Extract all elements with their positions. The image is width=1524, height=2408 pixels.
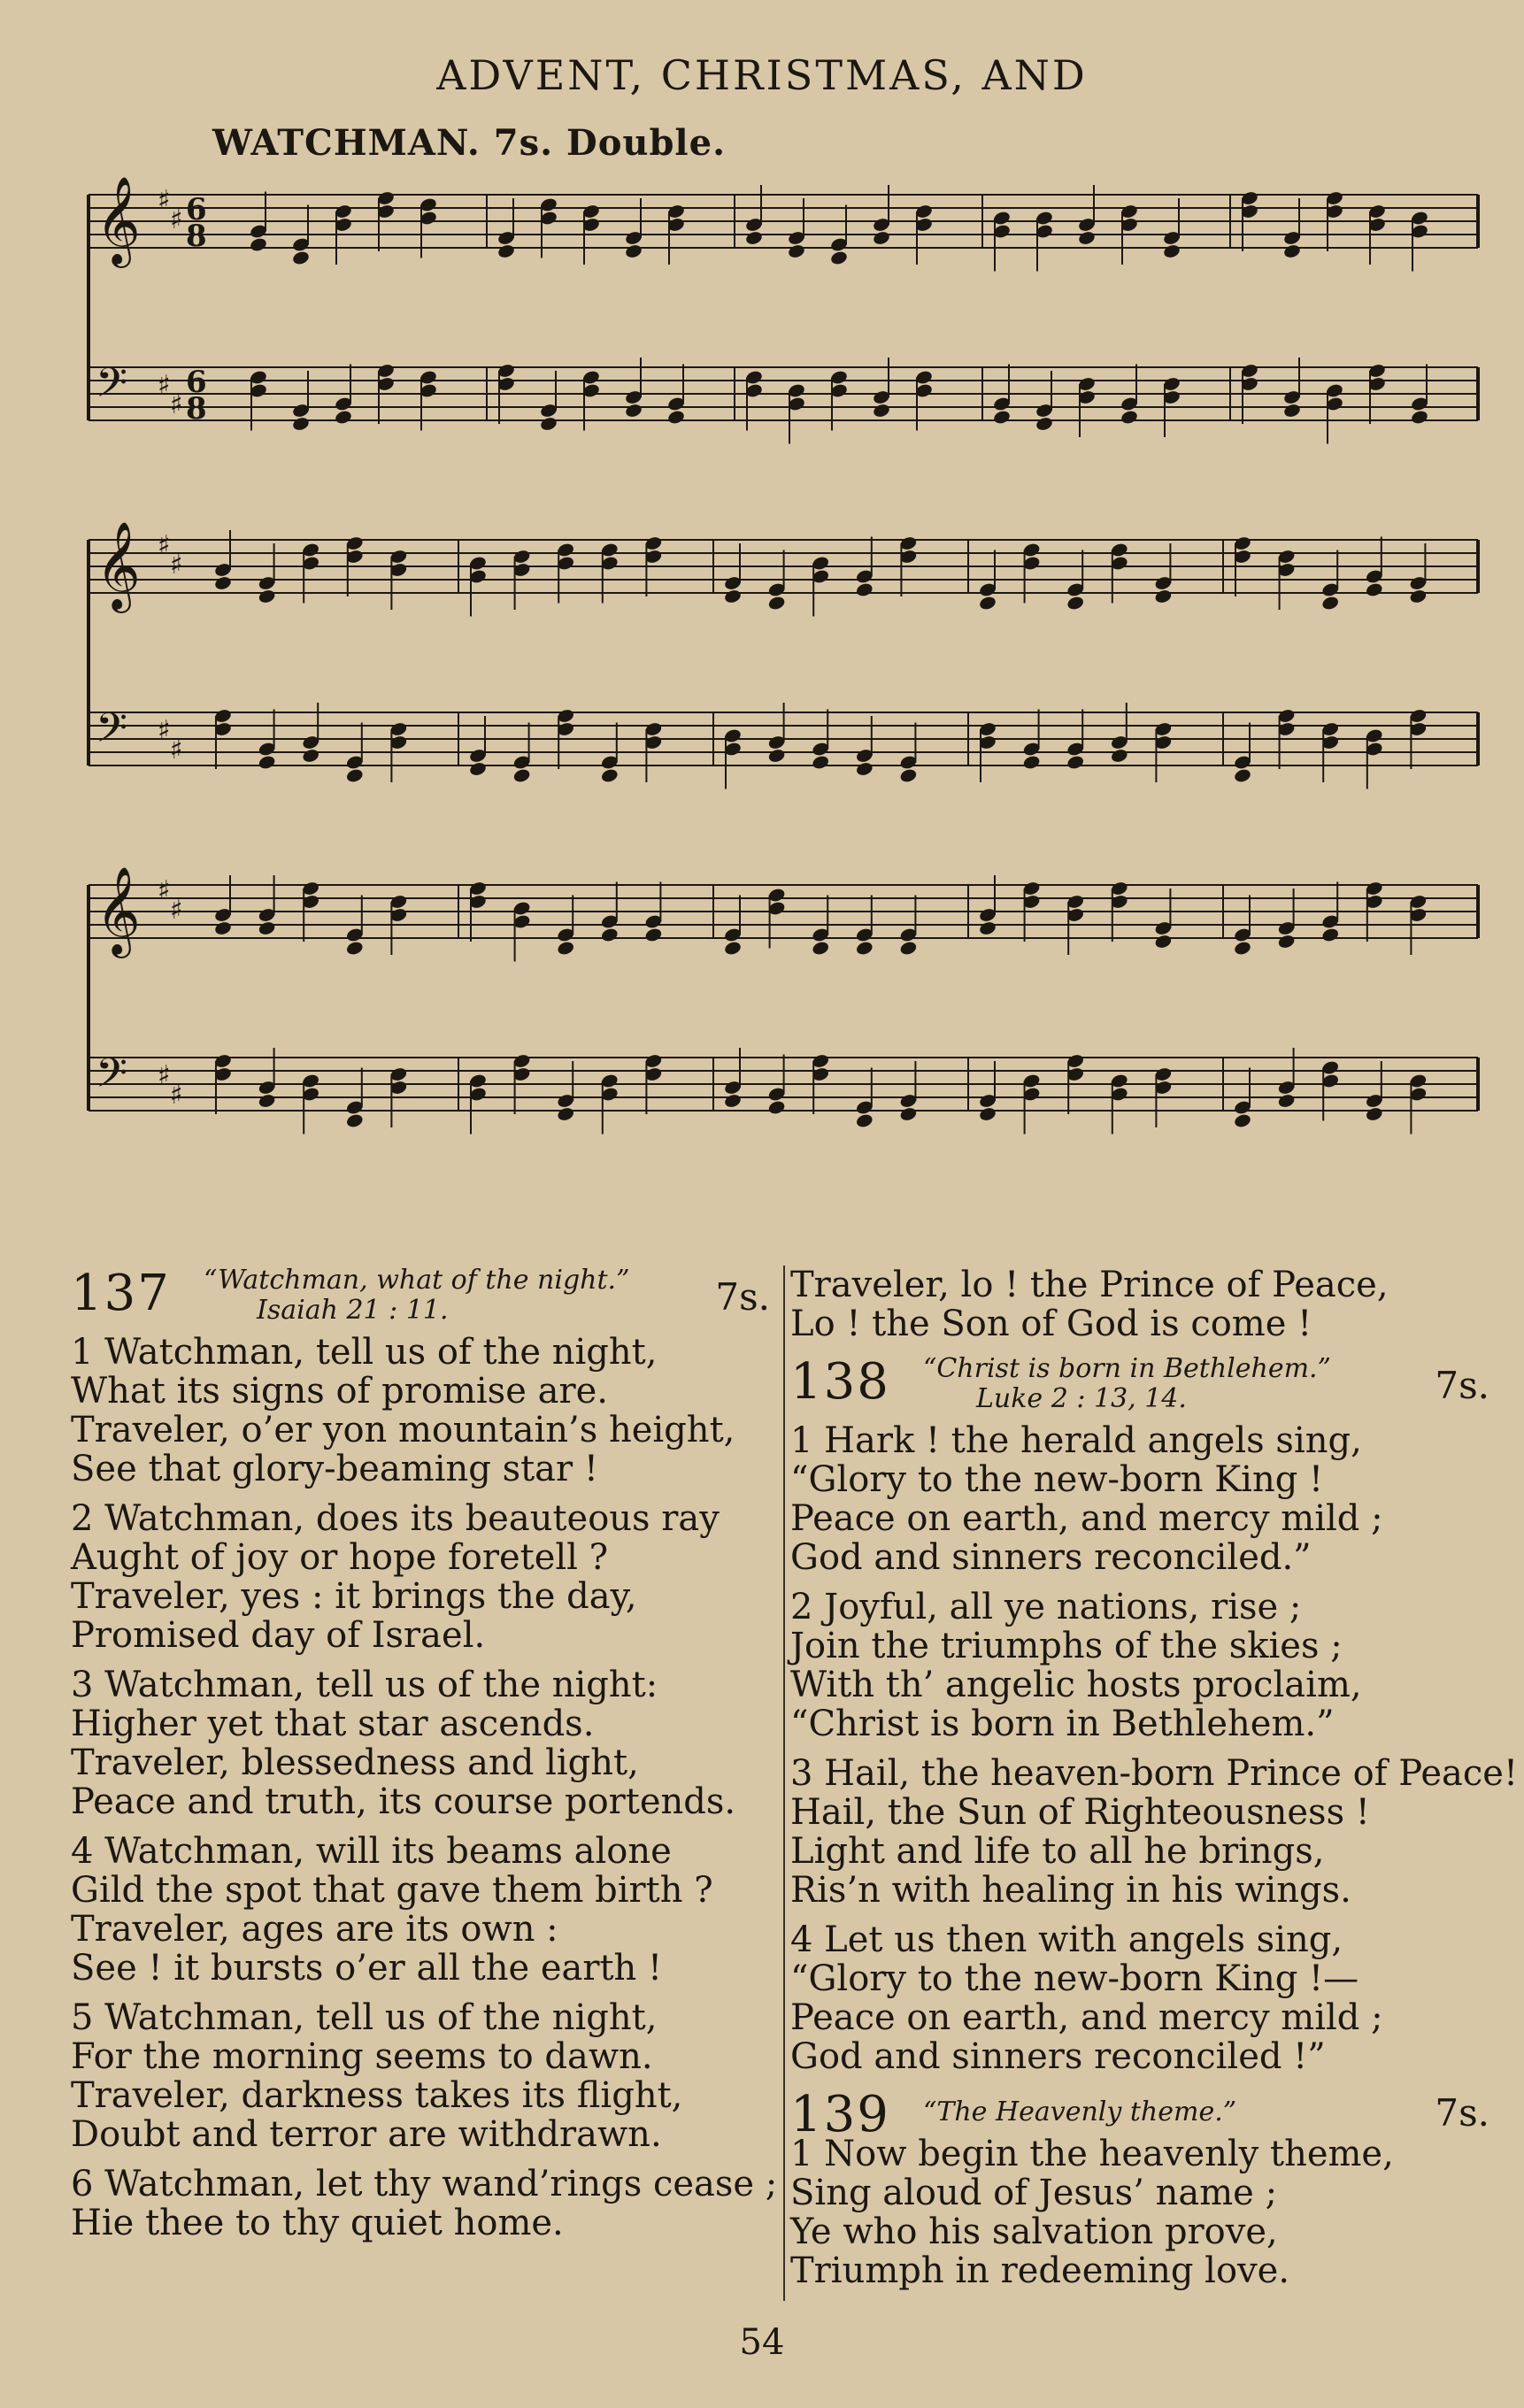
- stanza: [790, 1588, 1489, 1743]
- verse-line: Join the triumphs of the skies ;: [790, 1626, 1343, 1666]
- verse-line: See ! it bursts o’er all the earth !: [71, 1948, 663, 1989]
- verse-line: 2 Joyful, all ye nations, rise ;: [790, 1587, 1302, 1627]
- bass-clef: 𝄢: [96, 704, 128, 762]
- stanza: [71, 1832, 770, 1988]
- hymn-reference: [204, 1266, 629, 1326]
- hymn-139: [790, 2087, 1489, 2290]
- note-head: [723, 589, 742, 604]
- note-head: [1233, 940, 1251, 956]
- verse-line: Doubt and terror are withdrawn.: [71, 2114, 662, 2155]
- note-head: [855, 940, 874, 956]
- note-head: [1233, 767, 1251, 783]
- sharp-sign: ♯: [158, 185, 171, 216]
- verse-line: 6 Watchman, let thy wand’rings cease ;: [71, 2164, 778, 2204]
- verse-line: Traveler, o’er yon mountain’s height,: [71, 1410, 735, 1450]
- note-head: [1120, 409, 1138, 425]
- tune-meter: 7s. Double.: [493, 122, 726, 164]
- note-head: [213, 575, 232, 591]
- stanza: [790, 1920, 1489, 2076]
- sharp-sign: ♯: [170, 735, 183, 765]
- note-head: [1233, 1112, 1251, 1128]
- verse-line: 1 Now begin the heavenly theme,: [790, 2134, 1394, 2174]
- hymn-138: [790, 1353, 1519, 2077]
- bass-clef: 𝄢: [96, 359, 128, 417]
- verse-line: What its signs of promise are.: [71, 1371, 608, 1412]
- note-head: [1154, 589, 1173, 604]
- verse-line: 2 Watchman, does its beauteous ray: [71, 1498, 720, 1539]
- stanza: [790, 1421, 1489, 1577]
- hymn-header: [790, 2086, 1489, 2143]
- score-notation: [71, 168, 1487, 1257]
- verse-line: God and sinners reconciled !”: [790, 2036, 1326, 2077]
- note-head: [1321, 595, 1340, 611]
- sharp-sign: ♯: [170, 1080, 183, 1111]
- verse-line: For the morning seems to dawn.: [71, 2036, 653, 2077]
- note-head: [1321, 927, 1340, 942]
- note-head: [600, 927, 619, 942]
- verse-line: 3 Hail, the heaven-born Prince of Peace!: [790, 1753, 1519, 1794]
- sharp-sign: ♯: [170, 550, 183, 581]
- verse-line: Peace on earth, and mercy mild ;: [790, 1997, 1383, 2038]
- note-head: [1277, 1093, 1296, 1109]
- note-head: [899, 767, 918, 783]
- note-head: [1410, 409, 1428, 425]
- note-head: [899, 940, 918, 956]
- time-signature-top: 6: [186, 192, 207, 227]
- hymn-reference: [923, 1354, 1331, 1414]
- note-head: [855, 761, 874, 777]
- scripture-reference: Isaiah 21 : 11.: [257, 1295, 449, 1326]
- verse-line: 3 Watchman, tell us of the night:: [71, 1665, 658, 1705]
- verse-line: Gild the spot that gave them birth ?: [71, 1870, 713, 1911]
- verse-line: Lo ! the Son of God is come !: [790, 1304, 1312, 1344]
- note-head: [767, 748, 786, 764]
- hymn-header: [790, 1354, 1489, 1421]
- note-head: [539, 416, 558, 432]
- note-head: [302, 748, 320, 764]
- note-head: [345, 940, 364, 956]
- verse-line: Higher yet that star ascends.: [71, 1704, 595, 1744]
- verse-line: Traveler, darkness takes its flight,: [71, 2075, 683, 2116]
- verse-line: Hail, the Sun of Righteousness !: [790, 1792, 1370, 1833]
- note-head: [258, 754, 276, 770]
- hymn-number: 138: [790, 1353, 890, 1411]
- note-head: [744, 230, 763, 246]
- sharp-sign: ♯: [158, 530, 171, 561]
- verse-line: Aught of joy or hope foretell ?: [71, 1537, 609, 1578]
- note-head: [258, 920, 276, 936]
- note-head: [258, 589, 276, 604]
- note-head: [600, 767, 619, 783]
- note-head: [1365, 581, 1383, 597]
- sharp-sign: ♯: [158, 875, 171, 906]
- note-head: [624, 243, 643, 259]
- note-head: [1110, 748, 1128, 764]
- note-head: [644, 927, 663, 942]
- note-head: [992, 409, 1011, 425]
- verse-line: “Glory to the new-born King !—: [790, 1958, 1359, 1999]
- note-head: [557, 940, 575, 956]
- hymn-header: [71, 1266, 770, 1333]
- note-head: [767, 1099, 786, 1115]
- sharp-sign: ♯: [158, 715, 171, 746]
- note-head: [334, 409, 352, 425]
- verse-line: Light and life to all he brings,: [790, 1831, 1325, 1872]
- verse-line: “Christ is born in Bethlehem.”: [790, 1704, 1335, 1744]
- treble-clef: 𝄞: [96, 866, 141, 955]
- verse-line: Triumph in redeeming love.: [790, 2250, 1290, 2291]
- verse-line: 4 Let us then with angels sing,: [790, 1919, 1343, 1960]
- note-head: [872, 230, 890, 246]
- hymn-meter: 7s.: [1435, 1364, 1489, 1407]
- note-head: [345, 767, 364, 783]
- note-head: [787, 243, 805, 259]
- note-head: [723, 1093, 742, 1109]
- note-head: [872, 403, 890, 419]
- note-head: [258, 1093, 276, 1109]
- note-head: [978, 920, 997, 936]
- stanza-continued: [790, 1266, 1489, 1343]
- treble-clef: 𝄞: [96, 521, 141, 610]
- note-head: [855, 581, 874, 597]
- note-head: [666, 409, 685, 425]
- note-head: [978, 595, 997, 611]
- note-head: [855, 1112, 874, 1128]
- note-head: [345, 1112, 364, 1128]
- treble-clef: 𝄞: [96, 176, 141, 265]
- stanza: [71, 1998, 770, 2154]
- stanza: [790, 1753, 1519, 1911]
- tune-name: WATCHMAN.: [212, 122, 481, 164]
- note-head: [624, 403, 643, 419]
- note-head: [249, 236, 267, 252]
- note-head: [1162, 243, 1181, 259]
- verse-line: 1 Watchman, tell us of the night,: [71, 1332, 658, 1373]
- verse-line: See that glory-beaming star !: [71, 1449, 598, 1489]
- hymn-number: 137: [71, 1265, 171, 1322]
- note-head: [291, 250, 310, 265]
- note-head: [812, 940, 830, 956]
- note-head: [1409, 589, 1428, 604]
- verse-line: Promised day of Israel.: [71, 1615, 486, 1656]
- note-head: [1066, 754, 1085, 770]
- hymn-meter: 7s.: [1435, 2091, 1489, 2135]
- note-head: [291, 416, 310, 432]
- note-head: [557, 1106, 575, 1122]
- note-head: [496, 243, 515, 259]
- sharp-sign: ♯: [158, 1060, 171, 1091]
- note-head: [1035, 416, 1053, 432]
- hymn-title: “Christ is born in Bethlehem.”: [923, 1353, 1331, 1384]
- verse-line: God and sinners reconciled.”: [790, 1537, 1312, 1578]
- note-head: [1277, 934, 1296, 950]
- hymn-meter: 7s.: [715, 1275, 770, 1319]
- stanza: [71, 1333, 770, 1489]
- sharp-sign: ♯: [170, 895, 183, 926]
- verse-line: Traveler, yes : it brings the day,: [71, 1576, 637, 1617]
- verse-line: “Glory to the new-born King !: [790, 1459, 1324, 1500]
- hymn-reference: [923, 2097, 1236, 2127]
- stanza: [71, 2164, 778, 2243]
- note-head: [1282, 243, 1301, 259]
- verse-line: Traveler, lo ! the Prince of Peace,: [790, 1265, 1389, 1305]
- note-head: [1282, 403, 1301, 419]
- note-head: [468, 761, 487, 777]
- sharp-sign: ♯: [170, 389, 183, 420]
- verse-line: With th’ angelic hosts proclaim,: [790, 1665, 1362, 1705]
- hymn-137: [71, 1265, 778, 2253]
- hymn-number: 139: [790, 2086, 890, 2143]
- scripture-reference: Luke 2 : 13, 14.: [976, 1383, 1187, 1414]
- note-head: [978, 1106, 997, 1122]
- stanza: [790, 2135, 1489, 2290]
- hymn-title: “The Heavenly theme.”: [923, 2096, 1237, 2127]
- page-number: 54: [739, 2322, 785, 2363]
- stanza: [71, 1499, 770, 1655]
- note-head: [1154, 934, 1173, 950]
- time-signature-bottom: 8: [186, 391, 207, 427]
- page-header: ADVENT, CHRISTMAS, AND: [436, 51, 1088, 99]
- note-head: [1022, 754, 1041, 770]
- right-column: [783, 1265, 1519, 2301]
- music-score: [71, 168, 1487, 1257]
- verse-line: Traveler, blessedness and light,: [71, 1743, 639, 1783]
- verse-line: 4 Watchman, will its beams alone: [71, 1831, 672, 1872]
- verse-line: Ye who his salvation prove,: [790, 2212, 1278, 2252]
- verse-line: 1 Hark ! the herald angels sing,: [790, 1420, 1362, 1461]
- verse-line: Sing aloud of Jesus’ name ;: [790, 2173, 1278, 2213]
- hymn-title: “Watchman, what of the night.”: [204, 1265, 630, 1296]
- stanza: [71, 1666, 770, 1821]
- note-head: [723, 940, 742, 956]
- verse-line: 5 Watchman, tell us of the night,: [71, 1997, 658, 2038]
- note-head: [1077, 230, 1096, 246]
- time-signature-bottom: 8: [186, 219, 207, 254]
- verse-line: Ris’n with healing in his wings.: [790, 1870, 1351, 1911]
- verse-line: Peace on earth, and mercy mild ;: [790, 1498, 1383, 1539]
- tune-title: [212, 122, 726, 164]
- note-head: [767, 595, 786, 611]
- verse-line: Hie thee to thy quiet home.: [71, 2203, 564, 2243]
- note-head: [1365, 1106, 1383, 1122]
- time-signature-top: 6: [186, 365, 207, 400]
- note-head: [899, 1106, 918, 1122]
- bass-clef: 𝄢: [96, 1050, 128, 1107]
- note-head: [812, 754, 830, 770]
- note-head: [1066, 595, 1085, 611]
- note-head: [512, 767, 531, 783]
- verse-line: Peace and truth, its course portends.: [71, 1781, 736, 1822]
- note-head: [213, 920, 232, 936]
- note-head: [829, 250, 848, 265]
- verse-line: Traveler, ages are its own :: [71, 1909, 558, 1950]
- sharp-sign: ♯: [158, 370, 171, 401]
- sharp-sign: ♯: [170, 204, 183, 235]
